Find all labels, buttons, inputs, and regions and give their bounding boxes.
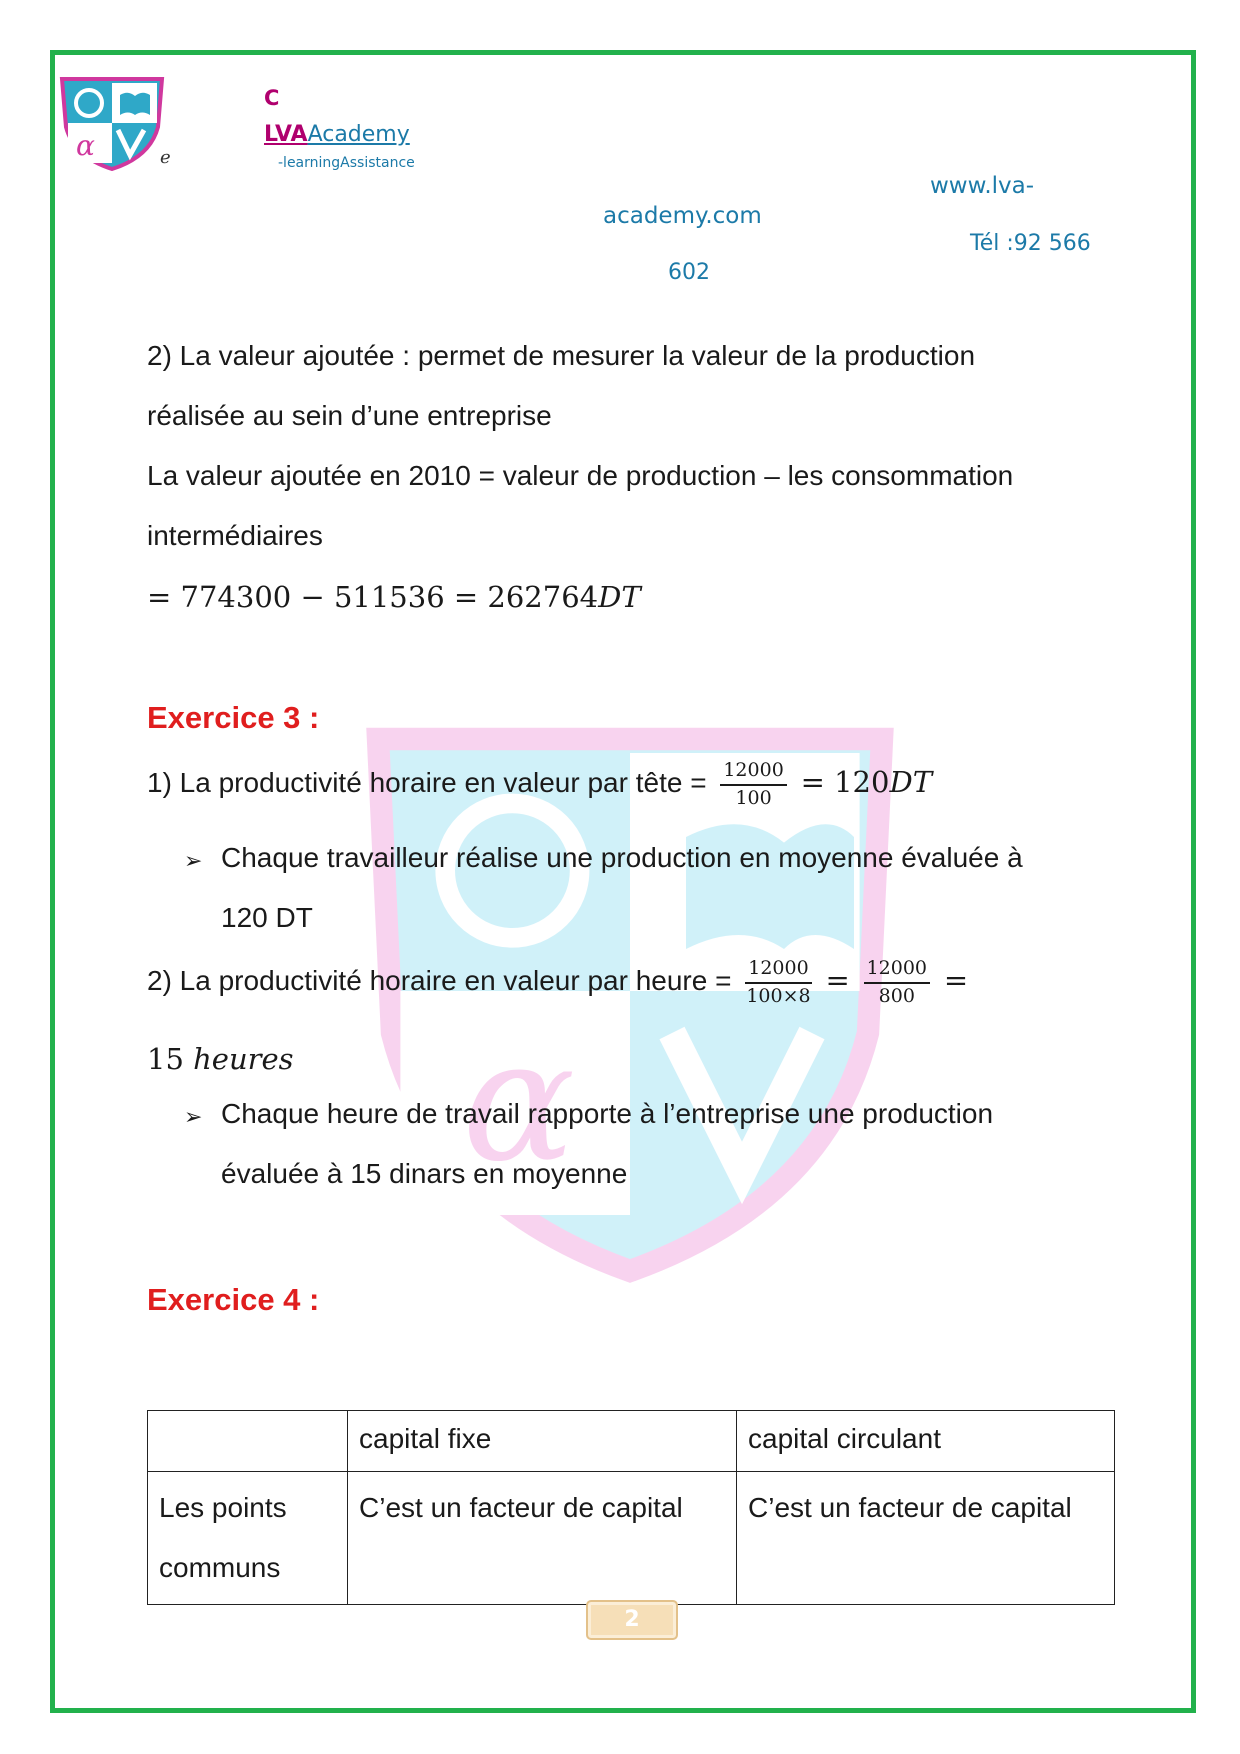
ex3-q1 [147, 760, 932, 810]
phone-number-suffix: 602 [668, 260, 710, 285]
ex3-q2-numerator-1: 12000 [745, 958, 811, 984]
table-row [148, 1472, 1115, 1605]
ex3-bullet2-line2: évaluée à 15 dinars en moyenne [221, 1158, 628, 1189]
ex3-bullet2-line1: Chaque heure de travail rapporte à l’entreprise une production [221, 1098, 994, 1129]
valeur-line-4: intermédiaires [147, 520, 323, 551]
ex3-q2-fraction-2 [864, 958, 930, 1008]
exercice-3-title: Exercice 3 : [147, 700, 320, 735]
table-cell-capital-fixe: C’est un facteur de capital [348, 1472, 737, 1605]
table-row-label [148, 1472, 348, 1605]
valeur-formula [147, 580, 641, 614]
ex3-bullet1-line2: 120 DT [221, 902, 313, 933]
table-cell-capital-circulant: C’est un facteur de capital [737, 1472, 1115, 1605]
brand-subtitle: -learningAssistance [278, 155, 415, 171]
academy-logo [58, 75, 166, 171]
brand-name[interactable] [264, 122, 410, 147]
website-link-part1[interactable]: www.lva- [930, 173, 1035, 199]
table-header-row [148, 1411, 1115, 1472]
table-header-capital-circulant: capital circulant [737, 1411, 1115, 1472]
website-link-part2[interactable]: academy.com [603, 203, 762, 229]
ex3-q2-numerator-2: 12000 [864, 958, 930, 984]
valeur-formula-unit: DT [598, 580, 641, 614]
brand-academy: Academy [307, 122, 410, 147]
ex3-q2-fraction-1 [745, 958, 811, 1008]
ex3-q2-result-unit: heures [193, 1042, 294, 1076]
arrow-bullet-icon: ➢ [184, 848, 203, 873]
header-logo-letter: C [264, 86, 280, 110]
table-row-label-line1: Les points [159, 1492, 287, 1523]
ex3-q1-result: = 120 [800, 765, 890, 800]
e-letter: e [160, 147, 171, 168]
table-header-empty [148, 1411, 348, 1472]
ex3-q1-text: 1) La productivité horaire en valeur par tête = [147, 767, 707, 799]
ex3-q1-unit: DT [889, 765, 933, 800]
valeur-line-1: 2) La valeur ajoutée : permet de mesurer la valeur de la production [147, 340, 976, 371]
ex3-q1-numerator: 12000 [720, 760, 786, 786]
ex3-q2-result [147, 1042, 294, 1076]
exercice-4-title: Exercice 4 : [147, 1282, 320, 1317]
ex3-bullet1-line1: Chaque travailleur réalise une production en moyenne évaluée à [221, 842, 1023, 873]
svg-text:α: α [462, 1003, 576, 1199]
svg-text:α: α [76, 129, 95, 162]
phone-number: Tél :92 566 [970, 231, 1091, 256]
brand-lva: LVA [264, 122, 308, 147]
valeur-line-2: réalisée au sein d’une entreprise [147, 400, 552, 431]
table-row-label-line2: communs [159, 1552, 281, 1583]
arrow-bullet-icon: ➢ [184, 1104, 203, 1129]
ex3-q2-text: 2) La productivité horaire en valeur par heure = [147, 965, 732, 997]
valeur-formula-expression: = 774300 − 511536 = 262764 [147, 580, 599, 614]
valeur-line-3: La valeur ajoutée en 2010 = valeur de production – les consommation [147, 460, 1014, 491]
table-header-capital-fixe: capital fixe [348, 1411, 737, 1472]
ex3-q2-end-equals: = [943, 963, 969, 998]
page-number: 2 [586, 1600, 678, 1640]
ex3-q1-fraction [720, 760, 786, 810]
ex3-q2 [147, 958, 968, 1008]
ex3-q2-result-number: 15 [147, 1042, 184, 1076]
ex3-q1-denominator: 100 [735, 786, 772, 809]
ex3-q2-denominator-2: 800 [878, 984, 915, 1007]
ex3-q2-equals: = [825, 963, 850, 998]
capital-comparison-table [147, 1410, 1115, 1605]
ex3-q2-denominator-1: 100×8 [746, 984, 811, 1007]
